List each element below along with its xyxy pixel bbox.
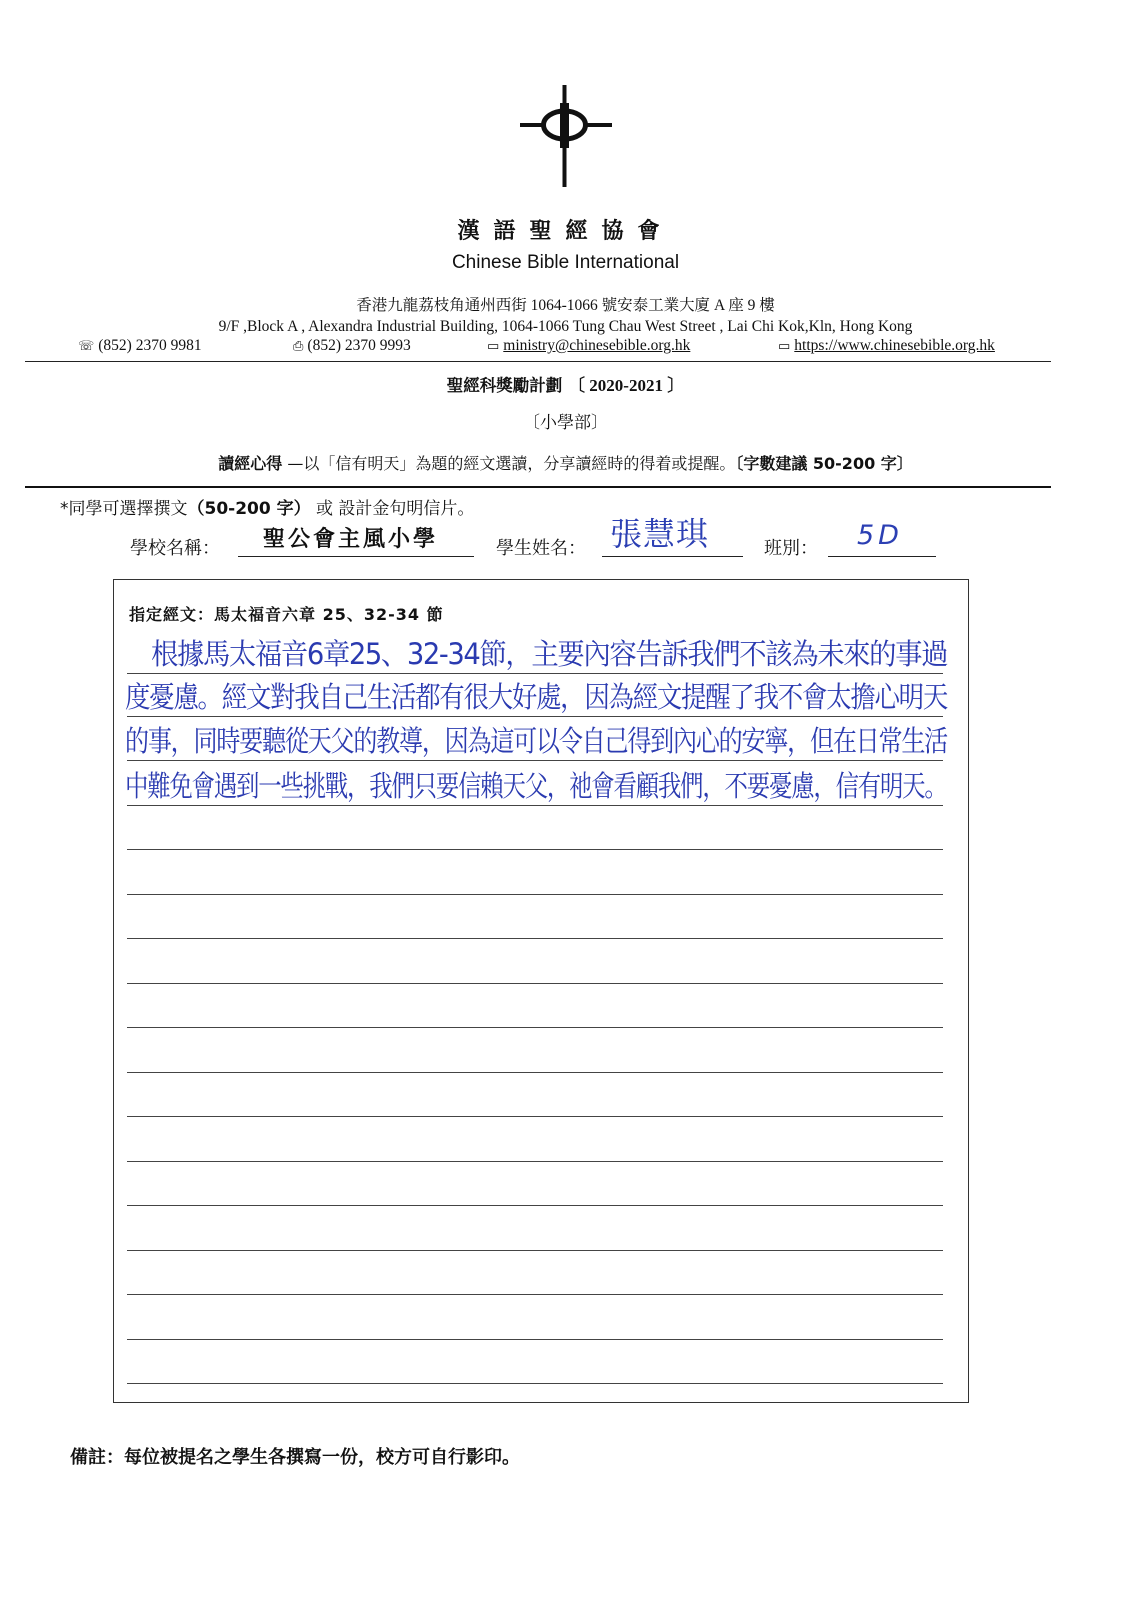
ruled-line xyxy=(127,1027,943,1028)
footer-note: 備註：每位被提名之學生各撰寫一份，校方可自行影印。 xyxy=(70,1447,520,1468)
choose-suffix: 或 設計金句明信片。 xyxy=(316,499,475,519)
division-label: 〔小學部〕 xyxy=(523,413,608,433)
address-en: 9/F ,Block A , Alexandra Industrial Building, 1064-1066 Tung Chau West Street , Lai Chi Kok,Kln, Hong Kong xyxy=(218,318,913,335)
ruled-line xyxy=(127,1072,943,1073)
org-name-zh: 漢語聖經協會 xyxy=(457,219,674,244)
choose-prefix: *同學可選擇撰文 xyxy=(60,499,188,519)
ruled-line xyxy=(127,938,943,939)
student-value: 張慧琪 xyxy=(610,515,710,553)
passage-label: 指定經文：馬太福音六章 25、32-34 節 xyxy=(129,605,444,624)
essay-line: 中難免會遇到一些挑戰，我們只要信賴天父，祂會看顧我們，不要憂慮，信有明天。 xyxy=(125,769,947,803)
chinese-bible-international-logo xyxy=(520,85,612,187)
class-value: 5D xyxy=(857,520,903,551)
reading-description: —以「信有明天」為題的經文選讀，分享讀經時的得着或提醒。 xyxy=(287,454,736,473)
reading-instruction xyxy=(0,451,1131,474)
fax-icon: ⎙ xyxy=(293,339,304,354)
computer-icon: ▭ xyxy=(778,339,791,354)
fax-contact xyxy=(293,337,411,355)
ruled-line xyxy=(127,1383,943,1384)
address-zh: 香港九龍荔枝角通州西街 1064-1066 號安泰工業大廈 A 座 9 樓 xyxy=(356,297,775,314)
student-field-line xyxy=(602,556,743,557)
word-suggestion: 〔字數建議 50-200 字〕 xyxy=(735,454,913,473)
ruled-line xyxy=(127,1161,943,1162)
section-divider xyxy=(25,486,1051,488)
class-field-line xyxy=(828,556,936,557)
essay-line: 度憂慮。經文對我自己生活都有很大好處，因為經文提醒了我不會太擔心明天 xyxy=(125,680,948,714)
header-divider xyxy=(25,361,1051,362)
essay-line: 根據馬太福音6章25、32-34節，主要內容告訴我們不該為未來的事過 xyxy=(125,637,948,671)
phone-number: (852) 2370 9981 xyxy=(98,337,202,354)
ruled-line xyxy=(127,1205,943,1206)
program-title-text: 聖經科獎勵計劃 xyxy=(446,376,563,395)
essay-line: 的事，同時要聽從天父的教導，因為這可以令自己得到內心的安寧，但在日常生活 xyxy=(125,724,948,758)
school-label: 學校名稱： xyxy=(130,538,220,559)
reading-label: 讀經心得 xyxy=(218,454,283,473)
email-link[interactable]: ministry@chinesebible.org.hk xyxy=(503,337,691,354)
phone-contact xyxy=(78,337,202,355)
website-contact xyxy=(778,337,995,355)
ruled-line xyxy=(127,894,943,895)
ruled-line xyxy=(127,1116,943,1117)
class-label: 班別： xyxy=(764,538,818,559)
ruled-line xyxy=(127,983,943,984)
phone-icon: ☏ xyxy=(78,339,95,354)
ruled-line xyxy=(127,1250,943,1251)
fax-number: (852) 2370 9993 xyxy=(307,337,411,354)
email-contact xyxy=(487,337,690,355)
website-link[interactable]: https://www.chinesebible.org.hk xyxy=(794,337,995,354)
submission-options xyxy=(60,494,474,519)
computer-icon: ▭ xyxy=(487,339,500,354)
program-year: 〔 2020-2021 〕 xyxy=(568,376,685,395)
ruled-line xyxy=(127,1294,943,1295)
student-label: 學生姓名： xyxy=(496,538,586,559)
org-name-en: Chinese Bible International xyxy=(451,252,680,273)
ruled-line xyxy=(127,849,943,850)
school-field-line xyxy=(238,556,474,557)
school-value: 聖公會主風小學 xyxy=(263,527,439,552)
ruled-line xyxy=(127,1339,943,1340)
program-title xyxy=(0,371,1131,396)
choose-count: （50-200 字） xyxy=(187,499,311,519)
